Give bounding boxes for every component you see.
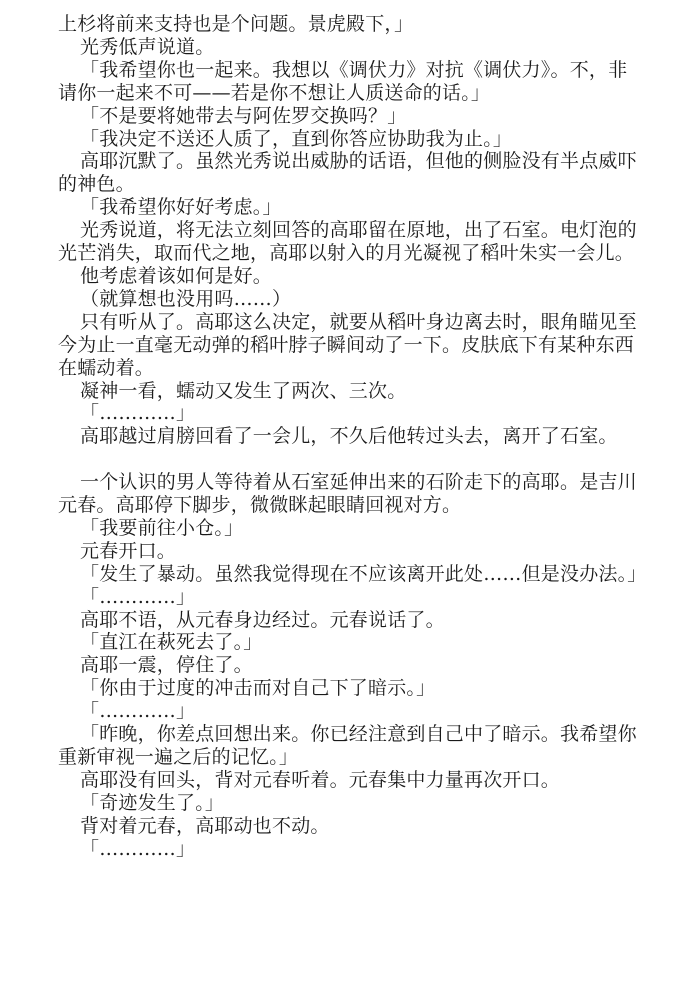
- paragraph: 只有听从了。高耶这么决定，就要从稻叶身边离去时，眼角瞄见至今为止一直毫无动弹的稻叶脖子瞬间动了一下。皮肤底下有某种东西在蠕动着。: [58, 310, 637, 379]
- paragraph: 一个认识的男人等待着从石室延伸出来的石阶走下的高耶。是吉川元春。高耶停下脚步，微微眯起眼睛回视对方。: [58, 471, 637, 517]
- paragraph: 「昨晚，你差点回想出来。你已经注意到自己中了暗示。我希望你重新审视一遍之后的记忆。」: [58, 723, 637, 768]
- paragraph: 上杉将前来支持也是个问题。景虎殿下，」: [58, 13, 414, 35]
- paragraph: 「…………」: [80, 585, 196, 608]
- paragraph: 高耶一震，停住了。: [80, 654, 253, 677]
- paragraph: 光秀低声说道。: [80, 35, 215, 58]
- paragraph: 「我希望你也一起来。我想以《调伏力》对抗《调伏力》。不，非请你一起来不可——若是你不想让人质送命的话。」: [58, 58, 628, 104]
- paragraph: 背对着元春，高耶动也不动。: [80, 814, 330, 837]
- paragraph: 「我希望你好好考虑。」: [80, 196, 282, 219]
- paragraph: 「我决定不送还人质了，直到你答应协助我为止。」: [80, 127, 513, 150]
- paragraph: 「奇迹发生了。」: [80, 791, 225, 814]
- paragraph: 光秀说道，将无法立刻回答的高耶留在原地，出了石室。电灯泡的光芒消失，取而代之地，高耶以射入的月光凝视了稻叶朱实一会儿。: [58, 219, 637, 265]
- paragraph: 「…………」: [80, 837, 196, 860]
- section-break: [58, 448, 638, 471]
- paragraph: 元春开口。: [80, 539, 177, 562]
- paragraph: 「不是要将她带去与阿佐罗交换吗？」: [80, 104, 407, 127]
- paragraph: 他考虑着该如何是好。: [80, 264, 273, 287]
- paragraph: 「直江在萩死去了。」: [80, 631, 263, 654]
- novel-page: [58, 13, 647, 861]
- paragraph: 高耶没有回头，背对元春听着。元春集中力量再次开口。: [80, 768, 561, 791]
- paragraph: 「你由于过度的冲击而对自己下了暗示。」: [80, 677, 436, 700]
- paragraph: 凝神一看，蠕动又发生了两次、三次。: [80, 379, 407, 402]
- paragraph: 高耶不语，从元春身边经过。元春说话了。: [80, 608, 445, 631]
- paragraph: 「发生了暴动。虽然我觉得现在不应该离开此处……但是没办法。」: [80, 562, 647, 585]
- paragraph: （就算想也没用吗……）: [80, 287, 292, 310]
- paragraph: 「我要前往小仓。」: [80, 516, 244, 539]
- paragraph: 「…………」: [80, 402, 196, 425]
- paragraph: 高耶越过肩膀回看了一会儿，不久后他转过头去，离开了石室。: [80, 425, 618, 448]
- paragraph: 高耶沉默了。虽然光秀说出威胁的话语，但他的侧脸没有半点威吓的神色。: [58, 150, 637, 196]
- paragraph: 「…………」: [80, 700, 196, 723]
